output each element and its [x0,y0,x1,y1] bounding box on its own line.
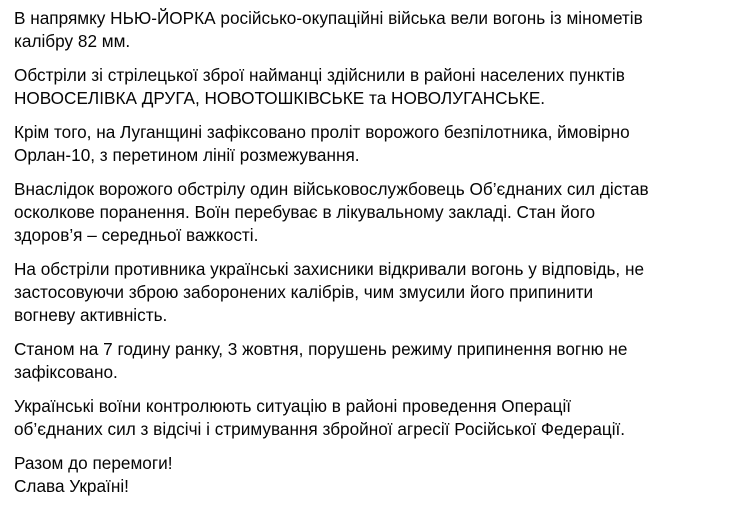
paragraph-wounded [14,178,719,247]
paragraph-drone [14,121,719,167]
text-line: Крім того, на Луганщині зафіксовано проліт ворожого безпілотника, ймовірно [14,122,630,142]
paragraph-response [14,258,719,327]
text-line: калібру 82 мм. [14,31,131,51]
paragraph-small-arms [14,64,719,110]
text-line: Українські воїни контролюють ситуацію в районі проведення Операції [14,396,572,416]
text-line: Внаслідок ворожого обстрілу один військовослужбовець Об’єднаних сил дістав [14,179,649,199]
text-line: вогневу активність. [14,305,168,325]
text-line: осколкове поранення. Воїн перебуває в лікувальному закладі. Стан його [14,202,596,222]
text-line: застосовуючи зброю заборонених калібрів, чим змусили його припинити [14,282,594,302]
post-body [14,7,719,498]
text-line: об’єднаних сил з відсічі і стримування збройної агресії Російської Федерації. [14,419,626,439]
text-line: Обстріли зі стрілецької зброї найманці здійснили в районі населених пунктів [14,65,625,85]
text-line: Разом до перемоги! [14,453,173,473]
paragraph-morning-status [14,338,719,384]
text-line: Слава Україні! [14,476,129,496]
text-line: НОВОСЕЛІВКА ДРУГА, НОВОТОШКІВСЬКЕ та НОВОЛУГАНСЬКЕ. [14,88,546,108]
paragraph-new-york [14,7,719,53]
text-line: зафіксовано. [14,362,118,382]
paragraph-closing [14,452,719,498]
text-line: здоров’я – середньої важкості. [14,225,259,245]
text-line: Станом на 7 годину ранку, 3 жовтня, порушень режиму припинення вогню не [14,339,628,359]
text-line: На обстріли противника українські захисники відкривали вогонь у відповідь, не [14,259,645,279]
text-line: В напрямку НЬЮ-ЙОРКА російсько-окупаційні війська вели вогонь із мінометів [14,8,643,28]
paragraph-control [14,395,719,441]
text-line: Орлан-10, з перетином лінії розмежування. [14,145,360,165]
